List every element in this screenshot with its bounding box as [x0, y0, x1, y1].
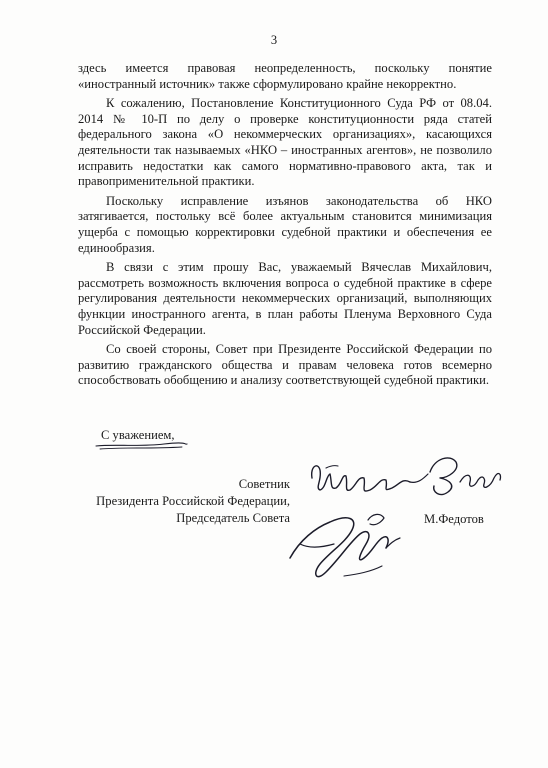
closing-phrase: С уважением,	[101, 428, 175, 442]
signatory-title-line1: Советник	[238, 477, 290, 491]
handwritten-signature	[260, 448, 530, 593]
signatory-title-line2: Президента Российской Федерации,	[96, 494, 290, 508]
paragraph-council-support: Со своей стороны, Совет при Президенте Российской Федерации по развитию гражданского общества и правам человека готов всемерно способствовать обобщению и анализу соответствующей судебной практики.	[78, 342, 492, 388]
letter-body	[78, 61, 492, 393]
paragraph-nko-legislation: Поскольку исправление изъянов законодательства об НКО затягивается, постольку всё более актуальным становится минимизация ущерба с помощью корректировки судебной практики и обеспечения ее единообразия.	[78, 193, 492, 255]
paragraph-request: В связи с этим прошу Вас, уважаемый Вячеслав Михайлович, рассмотреть возможность включения вопроса о судебной практике в сфере регулирования деятельности некоммерческих организаций, выполняющих функции иностранного агента, в план работы Пленума Верховного Суда Российской Федерации.	[78, 260, 492, 337]
signatory-name: М.Федотов	[424, 512, 484, 526]
closing-handwritten-underline	[94, 441, 189, 450]
paragraph-court-ruling: К сожалению, Постановление Конституционного Суда РФ от 08.04. 2014 № 10-П по делу о проверке конституционности ряда статей федерального закона «О некоммерческих организациях», касающихся деятельности так называемых «НКО – иностранных агентов», не позволило исправить недостатки как самого нормативно-правового акта, так и правоприменительной практики.	[78, 96, 492, 189]
signatory-title-line3: Председатель Совета	[176, 511, 290, 525]
page-number: 3	[270, 33, 278, 47]
paragraph-continuation: здесь имеется правовая неопределенность, поскольку понятие «иностранный источник» также сформулировано крайне некорректно.	[78, 61, 492, 91]
